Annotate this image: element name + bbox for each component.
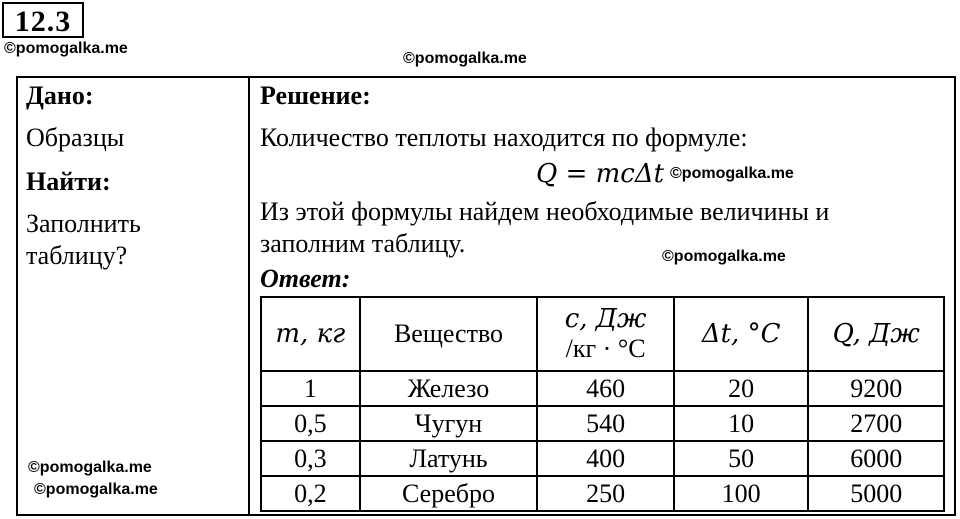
watermark: ©pomogalka.me [4,40,128,57]
solution-line-2: Из этой формулы найдем необходимые величины и [260,197,830,226]
answer-heading: Ответ: [260,264,351,293]
cell-heat: 9200 [808,371,944,406]
cell-substance: Серебро [360,476,538,511]
cell-delta-t: 100 [674,476,809,511]
cell-substance: Чугун [360,406,538,441]
header-mass: m, кг [261,297,360,371]
cell-mass: 0,5 [261,406,360,441]
find-heading: Найти: [26,167,111,196]
table-header-row [261,297,944,371]
solution-heading: Решение: [260,81,371,110]
cell-mass: 1 [261,371,360,406]
cell-delta-t: 10 [674,406,809,441]
cell-delta-t: 20 [674,371,809,406]
watermark: ©pomogalka.me [403,50,527,67]
table-row [261,371,944,406]
solution-line-1: Количество теплоты находится по формуле: [260,123,748,152]
header-substance: Вещество [360,297,538,371]
find-line-1: Заполнить [26,209,141,238]
watermark: ©pomogalka.me [34,481,158,498]
cell-heat: 5000 [808,476,944,511]
cell-substance: Железо [360,371,538,406]
cell-delta-t: 50 [674,441,809,476]
table-row [261,406,944,441]
cell-heat: 2700 [808,406,944,441]
column-divider [248,76,250,516]
given-heading: Дано: [26,81,94,110]
cell-specific-heat: 540 [537,406,674,441]
watermark: ©pomogalka.me [28,459,152,476]
given-text: Образцы [26,123,125,152]
watermark: ©pomogalka.me [662,248,786,265]
cell-specific-heat: 460 [537,371,674,406]
watermark: ©pomogalka.me [670,165,794,182]
table-row [261,441,944,476]
header-heat: Q, Дж [808,297,944,371]
cell-mass: 0,3 [261,441,360,476]
answer-table [260,296,945,512]
formula: Q = mcΔt [536,159,665,189]
cell-heat: 6000 [808,441,944,476]
find-line-2: таблицу? [26,241,128,270]
problem-number: 12.3 [2,2,84,38]
cell-substance: Латунь [360,441,538,476]
header-delta-t: Δt, °С [674,297,809,371]
cell-mass: 0,2 [261,476,360,511]
cell-specific-heat: 250 [537,476,674,511]
table-row [261,476,944,511]
header-specific-heat: c, Дж /кг · °С [537,297,674,371]
cell-specific-heat: 400 [537,441,674,476]
solution-line-3: заполним таблицу. [260,229,466,258]
